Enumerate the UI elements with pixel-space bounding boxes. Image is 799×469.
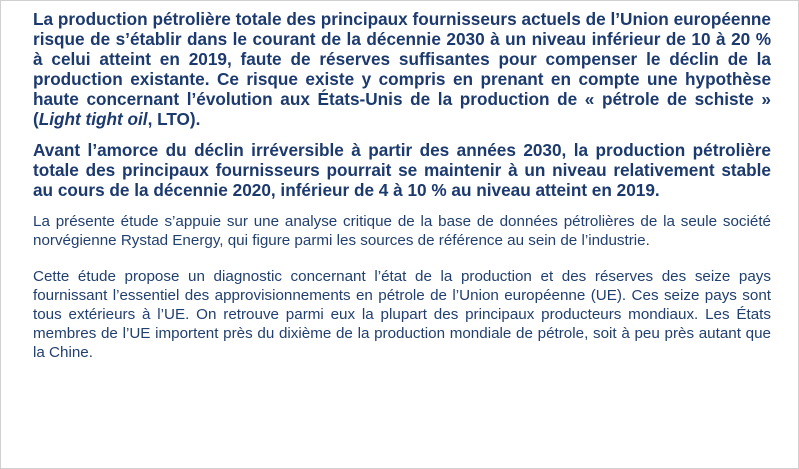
paragraph-1-italic-term: Light tight oil — [38, 109, 148, 129]
key-finding-paragraph-1 — [33, 9, 771, 129]
key-finding-paragraph-2: Avant l’amorce du déclin irréversible à partir des années 2030, la production pétrolière totale des principaux fournisseurs pourrait se maintenir à un niveau relativement stable au cours de la décennie 2020, inférieur de 4 à 10 % au niveau atteint en 2019. — [33, 140, 771, 200]
paragraph-1-text: La production pétrolière totale des principaux fournisseurs actuels de l’Union européenne risque de s’établir dans le courant de la décennie 2030 à un niveau inférieur de 10 à 20 % à celui atteint en 2019, faute de réserves suffisantes pour compenser le déclin de la production existante. Ce risque existe y compris en prenant en compte une hypothèse haute concernant l’évolution aux États-Unis de la production de « pétrole de schiste » ( — [33, 9, 771, 129]
body-paragraph-2: Cette étude propose un diagnostic concernant l’état de la production et des réserves des seize pays fournissant l’essentiel des approvisionnements en pétrole de l’Union européenne (UE). Ces seize pays sont tous extérieurs à l’UE. On retrouve parmi eux la plupart des principaux producteurs mondiaux. Les États membres de l’UE importent près du dixième de la production mondiale de pétrole, soit à peu près autant que la Chine. — [33, 268, 771, 361]
paragraph-1-text-end: , LTO). — [147, 109, 201, 129]
body-paragraph-1: La présente étude s’appuie sur une analyse critique de la base de données pétrolières de la seule société norvégienne Rystad Energy, qui figure parmi les sources de référence au sein de l’industrie. — [33, 213, 771, 249]
summary-text — [33, 9, 771, 362]
